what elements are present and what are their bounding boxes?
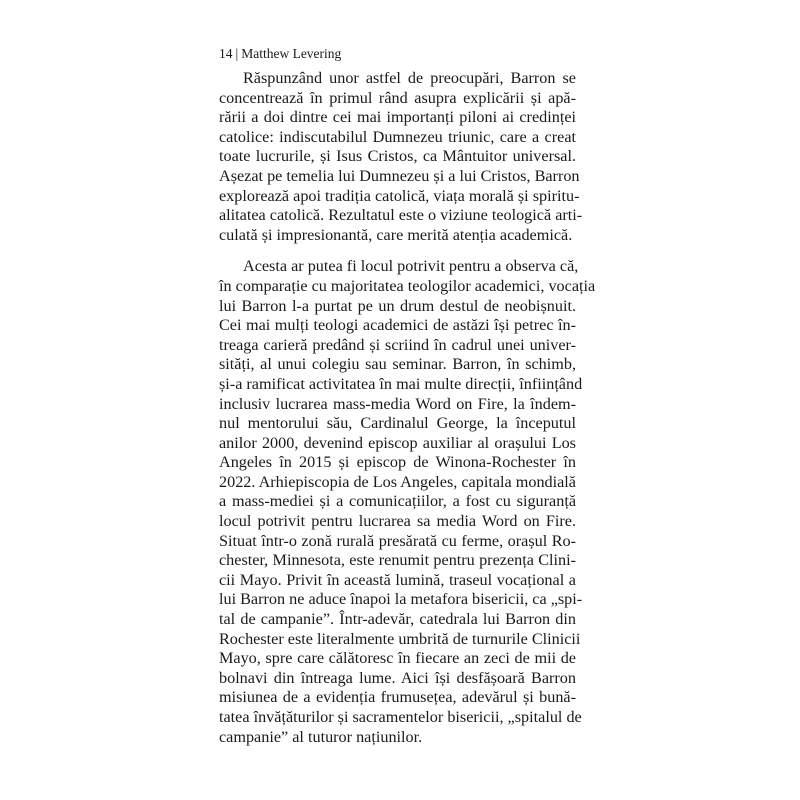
text-line: în comparație cu majoritatea teologilor academici, vocația (219, 276, 596, 295)
text-line: Mayo, spre care călătoresc în fiecare an zeci de mii de (219, 649, 576, 668)
text-line: concentrează în primul rând asupra explicării și apă- (219, 88, 576, 107)
text-line: cii Mayo. Privit în această lumină, traseul vocațional a (219, 570, 576, 589)
paragraph-gap (219, 245, 576, 257)
text-line: bolnavi din întreaga lume. Aici își desfășoară Barron (219, 668, 576, 687)
paragraph (219, 69, 583, 245)
text-line: 2022. Arhiepiscopia de Los Angeles, capitala mondială (219, 472, 576, 491)
text-line: Angeles în 2015 și episcop de Winona-Rochester în (219, 453, 576, 472)
text-line: chester, Minnesota, este renumit pentru prezența Clini- (219, 551, 576, 570)
text-line: inclusiv lucrarea mass-media Word on Fire, la îndem- (219, 394, 576, 413)
text-line: Rochester este literalmente umbrită de turnurile Clinicii (219, 629, 581, 648)
text-line: Răspunzând unor astfel de preocupări, Barron se (243, 69, 576, 87)
text-line: alitatea catolică. Rezultatul este o viziune teologică arti- (219, 206, 583, 225)
body-text (219, 69, 596, 747)
text-line: Situat într-o zonă rurală presărată cu ferme, orașul Ro- (219, 531, 576, 550)
text-line: misiunea de a evidenția frumusețea, adevărul și bună- (219, 688, 576, 707)
text-line: campanie” al tuturor națiunilor. (219, 727, 423, 746)
text-line: tal de campanie”. Într-adevăr, catedrala lui Barron din (219, 610, 576, 629)
text-line: anilor 2000, devenind episcop auxiliar al orașului Los (219, 433, 576, 452)
text-line: culată și impresionantă, care merită atenția academică. (219, 225, 573, 244)
text-line: sități, al unui colegiu sau seminar. Barron, în schimb, (219, 355, 576, 374)
paragraph (219, 257, 596, 747)
text-line: Cei mai mulți teologi academici de astăzi își petrec în- (219, 316, 576, 335)
text-line: Acesta ar putea fi locul potrivit pentru a observa că, (243, 257, 579, 276)
text-line: lui Barron l-a purtat pe un drum destul de neobișnuit. (219, 296, 576, 315)
running-head-author: Matthew Levering (241, 46, 342, 61)
text-line: și-a ramificat activitatea în mai multe direcții, înființând (219, 374, 583, 393)
page-number: 14 (219, 46, 233, 61)
text-line: nul mentorului său, Cardinalul George, la începutul (219, 414, 576, 433)
text-line: Așezat pe temelia lui Dumnezeu și a lui Cristos, Barron (219, 166, 580, 185)
text-line: catolice: indiscutabilul Dumnezeu triunic, care a creat (219, 127, 576, 146)
text-line: a mass-mediei și a comunicațiilor, a fost cu siguranță (219, 492, 576, 511)
text-line: locul potrivit pentru lucrarea sa media Word on Fire. (219, 512, 576, 531)
running-head (219, 46, 576, 62)
text-line: treaga carieră predând și scriind în cadrul unei univer- (219, 335, 576, 354)
running-head-separator: | (235, 46, 239, 61)
text-line: toate lucrurile, și Isus Cristos, ca Mântuitor universal. (219, 147, 576, 166)
text-line: rării a doi dintre cei mai importanți piloni ai credinței (219, 108, 576, 127)
text-line: explorează apoi tradiția catolică, viața morală și spiritu- (219, 186, 580, 205)
text-line: lui Barron ne aduce înapoi la metafora bisericii, ca „spi- (219, 590, 583, 609)
text-line: tatea învățăturilor și sacramentelor bisericii, „spitalul de (219, 708, 582, 726)
book-page (219, 46, 596, 747)
